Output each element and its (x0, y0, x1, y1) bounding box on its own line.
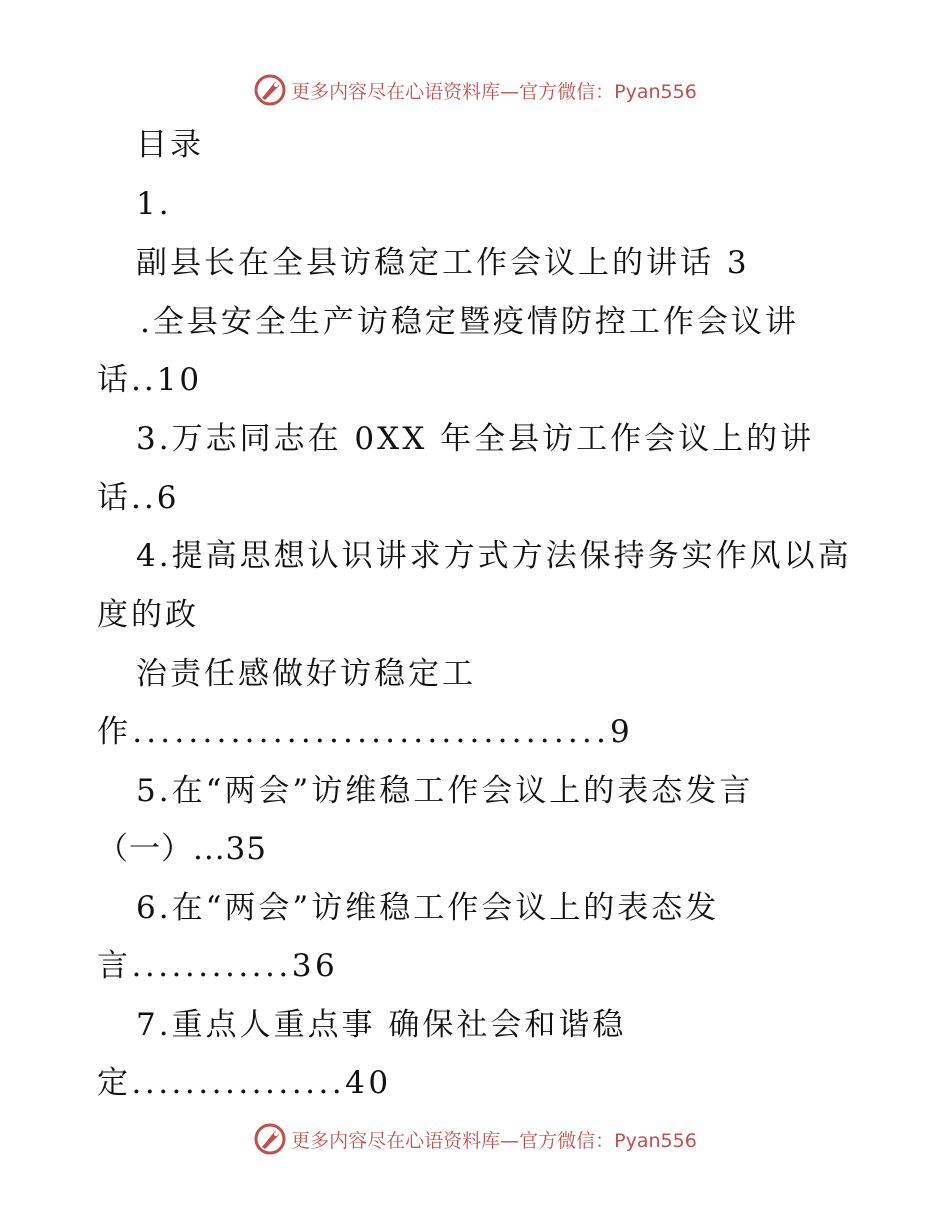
toc-line: 副县长在全县访稳定工作会议上的讲话 3 (136, 245, 750, 281)
toc-line: 7.重点人重点事 确保社会和谐稳 (136, 1007, 627, 1043)
toc-line: 6.在“两会”访维稳工作会议上的表态发 (136, 890, 720, 926)
toc-line: 3.万志同志在 0XX 年全县访工作会议上的讲 (136, 421, 815, 457)
watermark-text: 更多内容尽在心语资料库—官方微信：Pyan556 (291, 1129, 697, 1152)
toc-line: 言............36 (97, 948, 339, 984)
watermark-header (0, 70, 950, 110)
toc-line: 度的政 (97, 597, 199, 633)
pen-nib-icon (253, 73, 287, 107)
toc-line: （一）...35 (97, 831, 268, 867)
toc-line: .全县安全生产访稳定暨疫情防控工作会议讲 (140, 304, 799, 340)
toc-line: 5.在“两会”访维稳工作会议上的表态发言 (136, 773, 754, 809)
toc-line: 话..10 (97, 362, 203, 398)
toc-line: 4.提高思想认识讲求方式方法保持务实作风以高 (136, 538, 852, 574)
pen-nib-icon (253, 1122, 287, 1156)
watermark-footer (0, 1119, 950, 1159)
toc-line: 作..................................9 (97, 714, 634, 750)
toc-line: 治责任感做好访稳定工 (136, 656, 476, 692)
toc-heading: 目录 (136, 127, 204, 163)
watermark-text: 更多内容尽在心语资料库—官方微信：Pyan556 (291, 80, 697, 103)
toc-line: 定................40 (97, 1065, 392, 1101)
toc-line: 话..6 (97, 480, 180, 516)
toc-line: 1. (136, 186, 172, 222)
